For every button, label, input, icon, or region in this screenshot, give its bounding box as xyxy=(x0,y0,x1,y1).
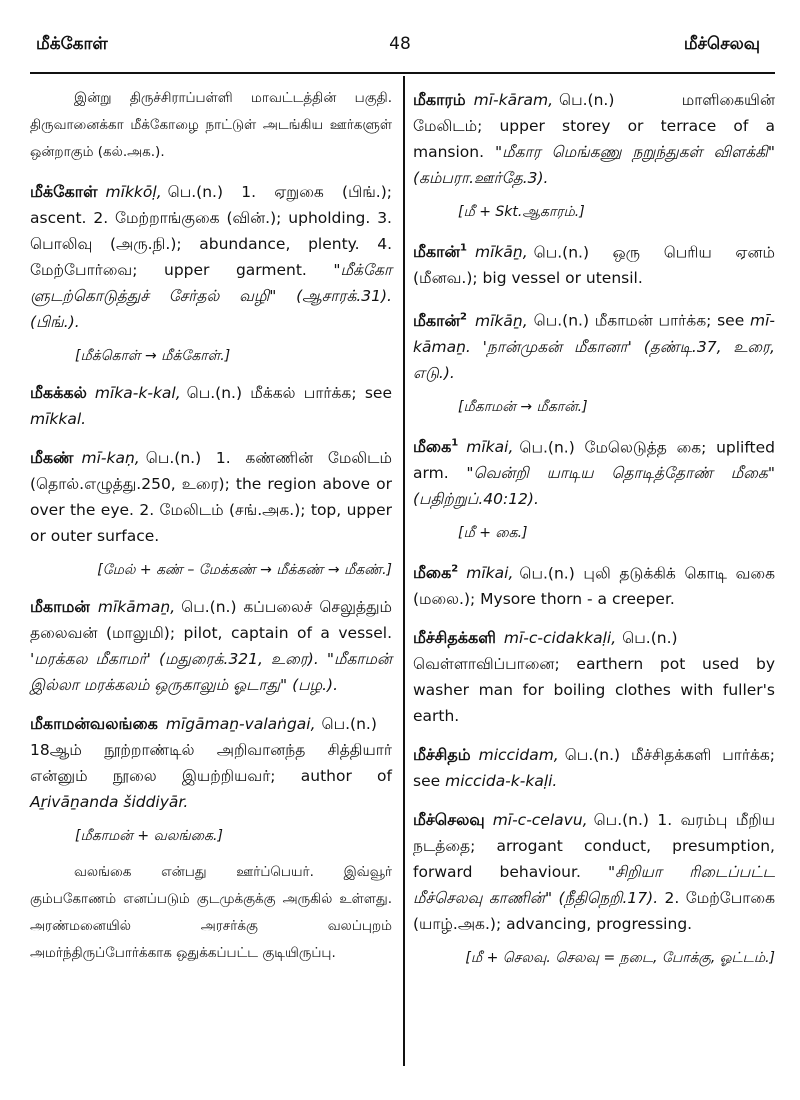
citation: "மீகார மெங்கணு நறுந்துகள் விளக்கி" (கம்பரா.ஊர்தே.3). xyxy=(413,143,775,187)
transliteration: mīgāmaṉ-valaṅgai, xyxy=(165,715,316,733)
definition: பெ.(n.) மேலெடுத்த கை; uplifted arm. xyxy=(413,437,775,482)
transliteration: mīkāṉ, xyxy=(475,311,528,330)
definition: பெ.(n.) 1. வரம்பு மீறிய நடத்தை; arrogant conduct, presumption, forward behaviour. xyxy=(413,811,775,882)
etymology: [மீ + கை.] xyxy=(458,524,528,541)
etymology: [மீ + செலவு. செலவு = நடை, போக்கு, ஓட்டம்.] xyxy=(465,950,775,967)
entry-mikan-1 xyxy=(413,236,775,291)
entry-miccelavu xyxy=(413,807,775,937)
citation: 'மரக்கல மீகாமர்' (மதுரைக்.321, உரை). "மீகாமன் இல்லா மரக்கலம் ஒருகாலும் ஓடாது" (பழ.). xyxy=(30,650,392,694)
entry-mikai-1 xyxy=(413,431,775,512)
entry-mikkol xyxy=(30,179,392,335)
headword xyxy=(413,563,458,582)
headword: மீகண் xyxy=(30,448,74,467)
definition-sense-2: 2. மேற்போகை (யாழ்.அக.); advancing, progressing. xyxy=(413,889,775,934)
entry-miccidam xyxy=(413,742,775,794)
definition: பெ.(n.) மீக்கல் பார்க்க; see xyxy=(186,384,392,402)
headword-text: மீகான் xyxy=(413,310,461,330)
left-column xyxy=(30,85,392,967)
entry-mikamanvalangai xyxy=(30,711,392,815)
transliteration: mīkkōḷ, xyxy=(105,183,162,201)
headword: மீகக்கல் xyxy=(30,383,87,402)
intro-note: இன்று திருச்சிராப்பள்ளி மாவட்டத்தின் பகுதி. திருவானைக்கா மீக்கோழை நாட்டுள் அடங்கிய ஊர்களுள் ஒன்றாகும் (கல்.அக.). xyxy=(30,90,392,160)
definition: பெ.(n.) ஒரு பெரிய ஏனம் (மீனவ.); big vessel or utensil. xyxy=(413,243,775,288)
citation: 'நான்முகன் மீகானா' (தண்டி.37, உரை, எடு.). xyxy=(413,337,775,382)
transliteration: mīkai, xyxy=(466,437,514,456)
entry-mikaman xyxy=(30,594,392,698)
definition: பெ.(n.) மீகாமன் பார்க்க; see xyxy=(533,311,745,330)
entry-mikakkal xyxy=(30,380,392,432)
headword: மீச்செலவு xyxy=(413,810,485,830)
citation: "வென்றி யாடிய தொடித்தோண் மீகை" (பதிற்றுப்.40:12). xyxy=(413,463,775,508)
header-rule xyxy=(30,72,775,74)
etymology: [மீக்கொள் → மீக்கோள்.] xyxy=(75,348,231,364)
entry-mikan xyxy=(30,445,392,549)
etymology: [மீகாமன் + வலங்கை.] xyxy=(75,828,223,844)
etymology: [மீ + Skt.ஆகாரம்.] xyxy=(458,204,585,220)
cross-reference: mī-kāmaṉ. xyxy=(413,311,775,356)
headword: மீச்சிதக்களி xyxy=(413,628,496,648)
cross-reference: mīkkal. xyxy=(30,410,87,428)
transliteration: mīkāmaṉ, xyxy=(97,598,176,616)
headword: மீகாமன் xyxy=(30,597,90,616)
definition: பெ.(n.) 18ஆம் நூற்றாண்டில் அறிவானந்த சித்தியார் என்னும் நூலை இயற்றியவர்; author of xyxy=(30,715,392,785)
headword xyxy=(413,242,467,261)
right-column xyxy=(413,85,775,981)
book-title: Aṟivāṉanda šiddiyār. xyxy=(30,793,189,811)
headword-text: மீகான் xyxy=(413,242,461,262)
header-right-guideword: மீச்செலவு xyxy=(683,34,760,54)
headword: மீச்சிதம் xyxy=(413,745,471,765)
definition: பெ.(n.) மீச்சிதக்களி பார்க்க; see xyxy=(413,746,775,791)
etymology: [மீகாமன் → மீகான்.] xyxy=(458,398,588,415)
citation: "சிறியா ரிடைப்பட்ட மீச்செலவு காணின்" (நீதிநெறி.17). xyxy=(413,863,775,908)
transliteration: mīka-k-kal, xyxy=(94,384,181,402)
entry-miccidakkali xyxy=(413,625,775,729)
headword-text: மீகை xyxy=(413,563,452,583)
transliteration: mī-c-cidakkaḷi, xyxy=(503,629,617,648)
definition: பெ.(n.) 1. கண்ணின் மேலிடம் (தொல்.எழுத்து.250, உரை); the region above or over the eye. 2. மேலிடம் (சங்.அக.); top, upper or outer surface. xyxy=(30,449,392,545)
transliteration: mī-kaṇ, xyxy=(81,449,140,467)
transliteration: miccidam, xyxy=(478,746,559,765)
place-note: வலங்கை என்பது ஊர்ப்பெயர். இவ்வூர் கும்பகோணம் எனப்படும் குடமுக்குக்கு அருகில் உள்ளது. அரண்மனையில் அரசர்க்கு வலப்புறம் அமர்ந்திருப்போர்க்காக ஒதுக்கப்பட்ட குடியிருப்பு. xyxy=(30,864,392,961)
entry-mikan-2 xyxy=(413,304,775,385)
definition: பெ.(n.) வெள்ளாவிப்பானை; earthern pot used by washer man for boiling clothes with fuller's earth. xyxy=(413,629,775,726)
homonym-number: 1 xyxy=(451,437,459,449)
homonym-number: 2 xyxy=(451,563,459,575)
homonym-number: 2 xyxy=(460,311,467,323)
transliteration: mī-c-celavu, xyxy=(492,811,588,830)
definition: பெ.(n.) மாளிகையின் மேலிடம்; upper storey or terrace of a mansion. xyxy=(413,91,775,161)
cross-reference: miccida-k-kaḷi. xyxy=(445,772,558,791)
definition: பெ.(n.) 1. ஏறுகை (பிங்.); ascent. 2. மேற்றாங்குகை (வின்.); upholding. 3. பொலிவு (அரு.நி.); abundance, plenty. 4. மேற்போர்வை; upper garment. xyxy=(30,183,392,279)
homonym-number: 1 xyxy=(460,243,467,254)
transliteration: mī-kāram, xyxy=(473,91,554,109)
transliteration: mīkāṉ, xyxy=(475,243,528,262)
definition: பெ.(n.) புலி தடுக்கிக் கொடி வகை (மலை.); Mysore thorn - a creeper. xyxy=(413,564,775,609)
page-header xyxy=(0,0,800,72)
headword xyxy=(413,311,467,330)
entry-mikaram xyxy=(413,87,775,191)
headword xyxy=(413,437,458,456)
transliteration: mīkai, xyxy=(466,564,514,583)
headword: மீகாமன்வலங்கை xyxy=(30,714,158,733)
definition: பெ.(n.) கப்பலைச் செலுத்தும் தலைவன் (மாலுமி); pilot, captain of a vessel. xyxy=(30,598,392,642)
page-number: 48 xyxy=(389,34,411,54)
etymology: [மேல் + கண் – மேக்கண் → மீக்கண் → மீகண்.] xyxy=(97,562,392,578)
entry-mikai-2 xyxy=(413,557,775,612)
headword: மீகாரம் xyxy=(413,90,466,109)
citation: "மீக்கோ ளுடற்கொடுத்துச் சேர்தல் வழி" (ஆசாரக்.31). (பிங்.). xyxy=(30,261,392,331)
headword: மீக்கோள் xyxy=(30,182,98,201)
headword-text: மீகை xyxy=(413,436,452,456)
header-left-guideword: மீக்கோள் xyxy=(36,34,108,54)
column-divider xyxy=(403,76,405,1066)
